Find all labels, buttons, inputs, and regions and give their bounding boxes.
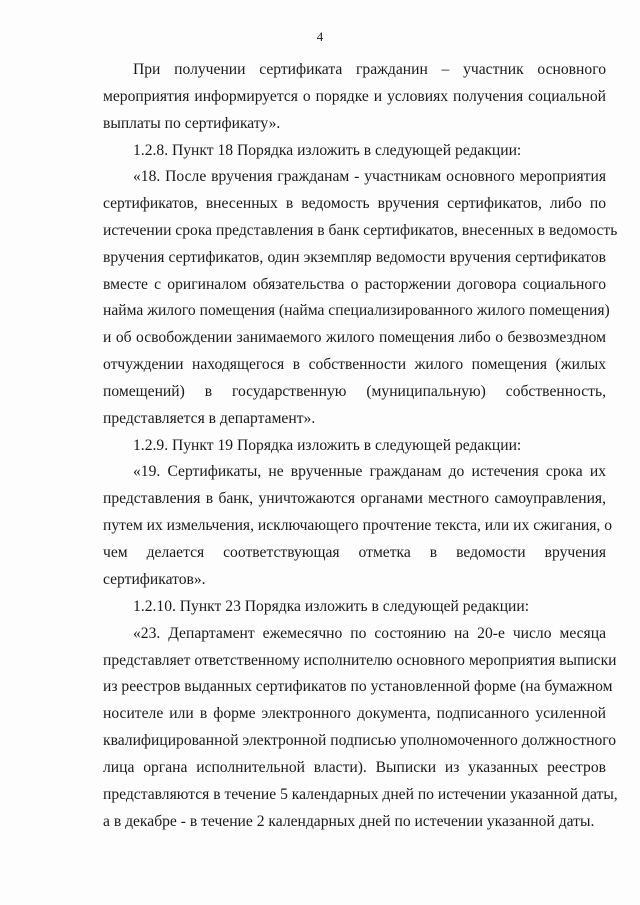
text-line: квалифицированной электронной подписью уполномоченного должностного <box>103 732 617 749</box>
text-line: найма жилого помещения (найма специализированного жилого помещения) <box>103 302 610 319</box>
section-heading: 1.2.8. Пункт 18 Порядка изложить в следующей редакции: <box>133 142 522 159</box>
text-line: сертификатов, внесенных в ведомость вручения сертификатов, либо по <box>103 195 606 212</box>
text-line: представляет ответственному исполнителю основного мероприятия выписки <box>103 652 617 669</box>
text-line: «23. Департамент ежемесячно по состоянию на 20-е число месяца <box>133 625 606 642</box>
section-heading: 1.2.9. Пункт 19 Порядка изложить в следующей редакции: <box>133 437 522 454</box>
text-line: При получении сертификата гражданин – участник основного <box>133 61 606 78</box>
text-line: представления в банк, уничтожаются органами местного самоуправления, <box>103 490 606 507</box>
text-line: истечении срока представления в банк сертификатов, внесенных в ведомость <box>103 222 618 239</box>
text-line: лица органа исполнительной власти). Выписки из указанных реестров <box>103 759 606 776</box>
text-line: и об освобождении занимаемого жилого помещения либо о безвозмездном <box>103 329 606 346</box>
text-line: а в декабре - в течение 2 календарных дней по истечении указанной даты. <box>103 813 595 830</box>
page-number: 4 <box>316 29 324 44</box>
text-line: мероприятия информируется о порядке и условиях получения социальной <box>103 88 606 105</box>
text-line: вместе с оригиналом обязательства о расторжении договора социального <box>103 276 606 293</box>
text-line: из реестров выданных сертификатов по установленной форме (на бумажном <box>103 678 613 695</box>
text-line: вручения сертификатов, один экземпляр ведомости вручения сертификатов <box>103 249 606 266</box>
text-line: «19. Сертификаты, не врученные гражданам до истечения срока их <box>133 463 606 480</box>
text-line: «18. После вручения гражданам - участникам основного мероприятия <box>133 168 606 185</box>
text-line: носителе или в форме электронного документа, подписанного усиленной <box>103 705 606 722</box>
text-line: представляются в течение 5 календарных дней по истечении указанной даты, <box>103 786 618 803</box>
text-line: сертификатов». <box>103 571 206 588</box>
text-line: выплаты по сертификату». <box>103 115 281 132</box>
text-line: представляется в департамент». <box>103 410 316 427</box>
text-line: путем их измельчения, исключающего прочтение текста, или их сжигания, о <box>103 517 613 534</box>
text-line: помещений) в государственную (муниципальную) собственность, <box>103 383 606 400</box>
text-line: отчуждении находящегося в собственности жилого помещения (жилых <box>103 356 606 373</box>
section-heading: 1.2.10. Пункт 23 Порядка изложить в следующей редакции: <box>133 598 530 615</box>
text-line: чем делается соответствующая отметка в ведомости вручения <box>103 544 606 561</box>
